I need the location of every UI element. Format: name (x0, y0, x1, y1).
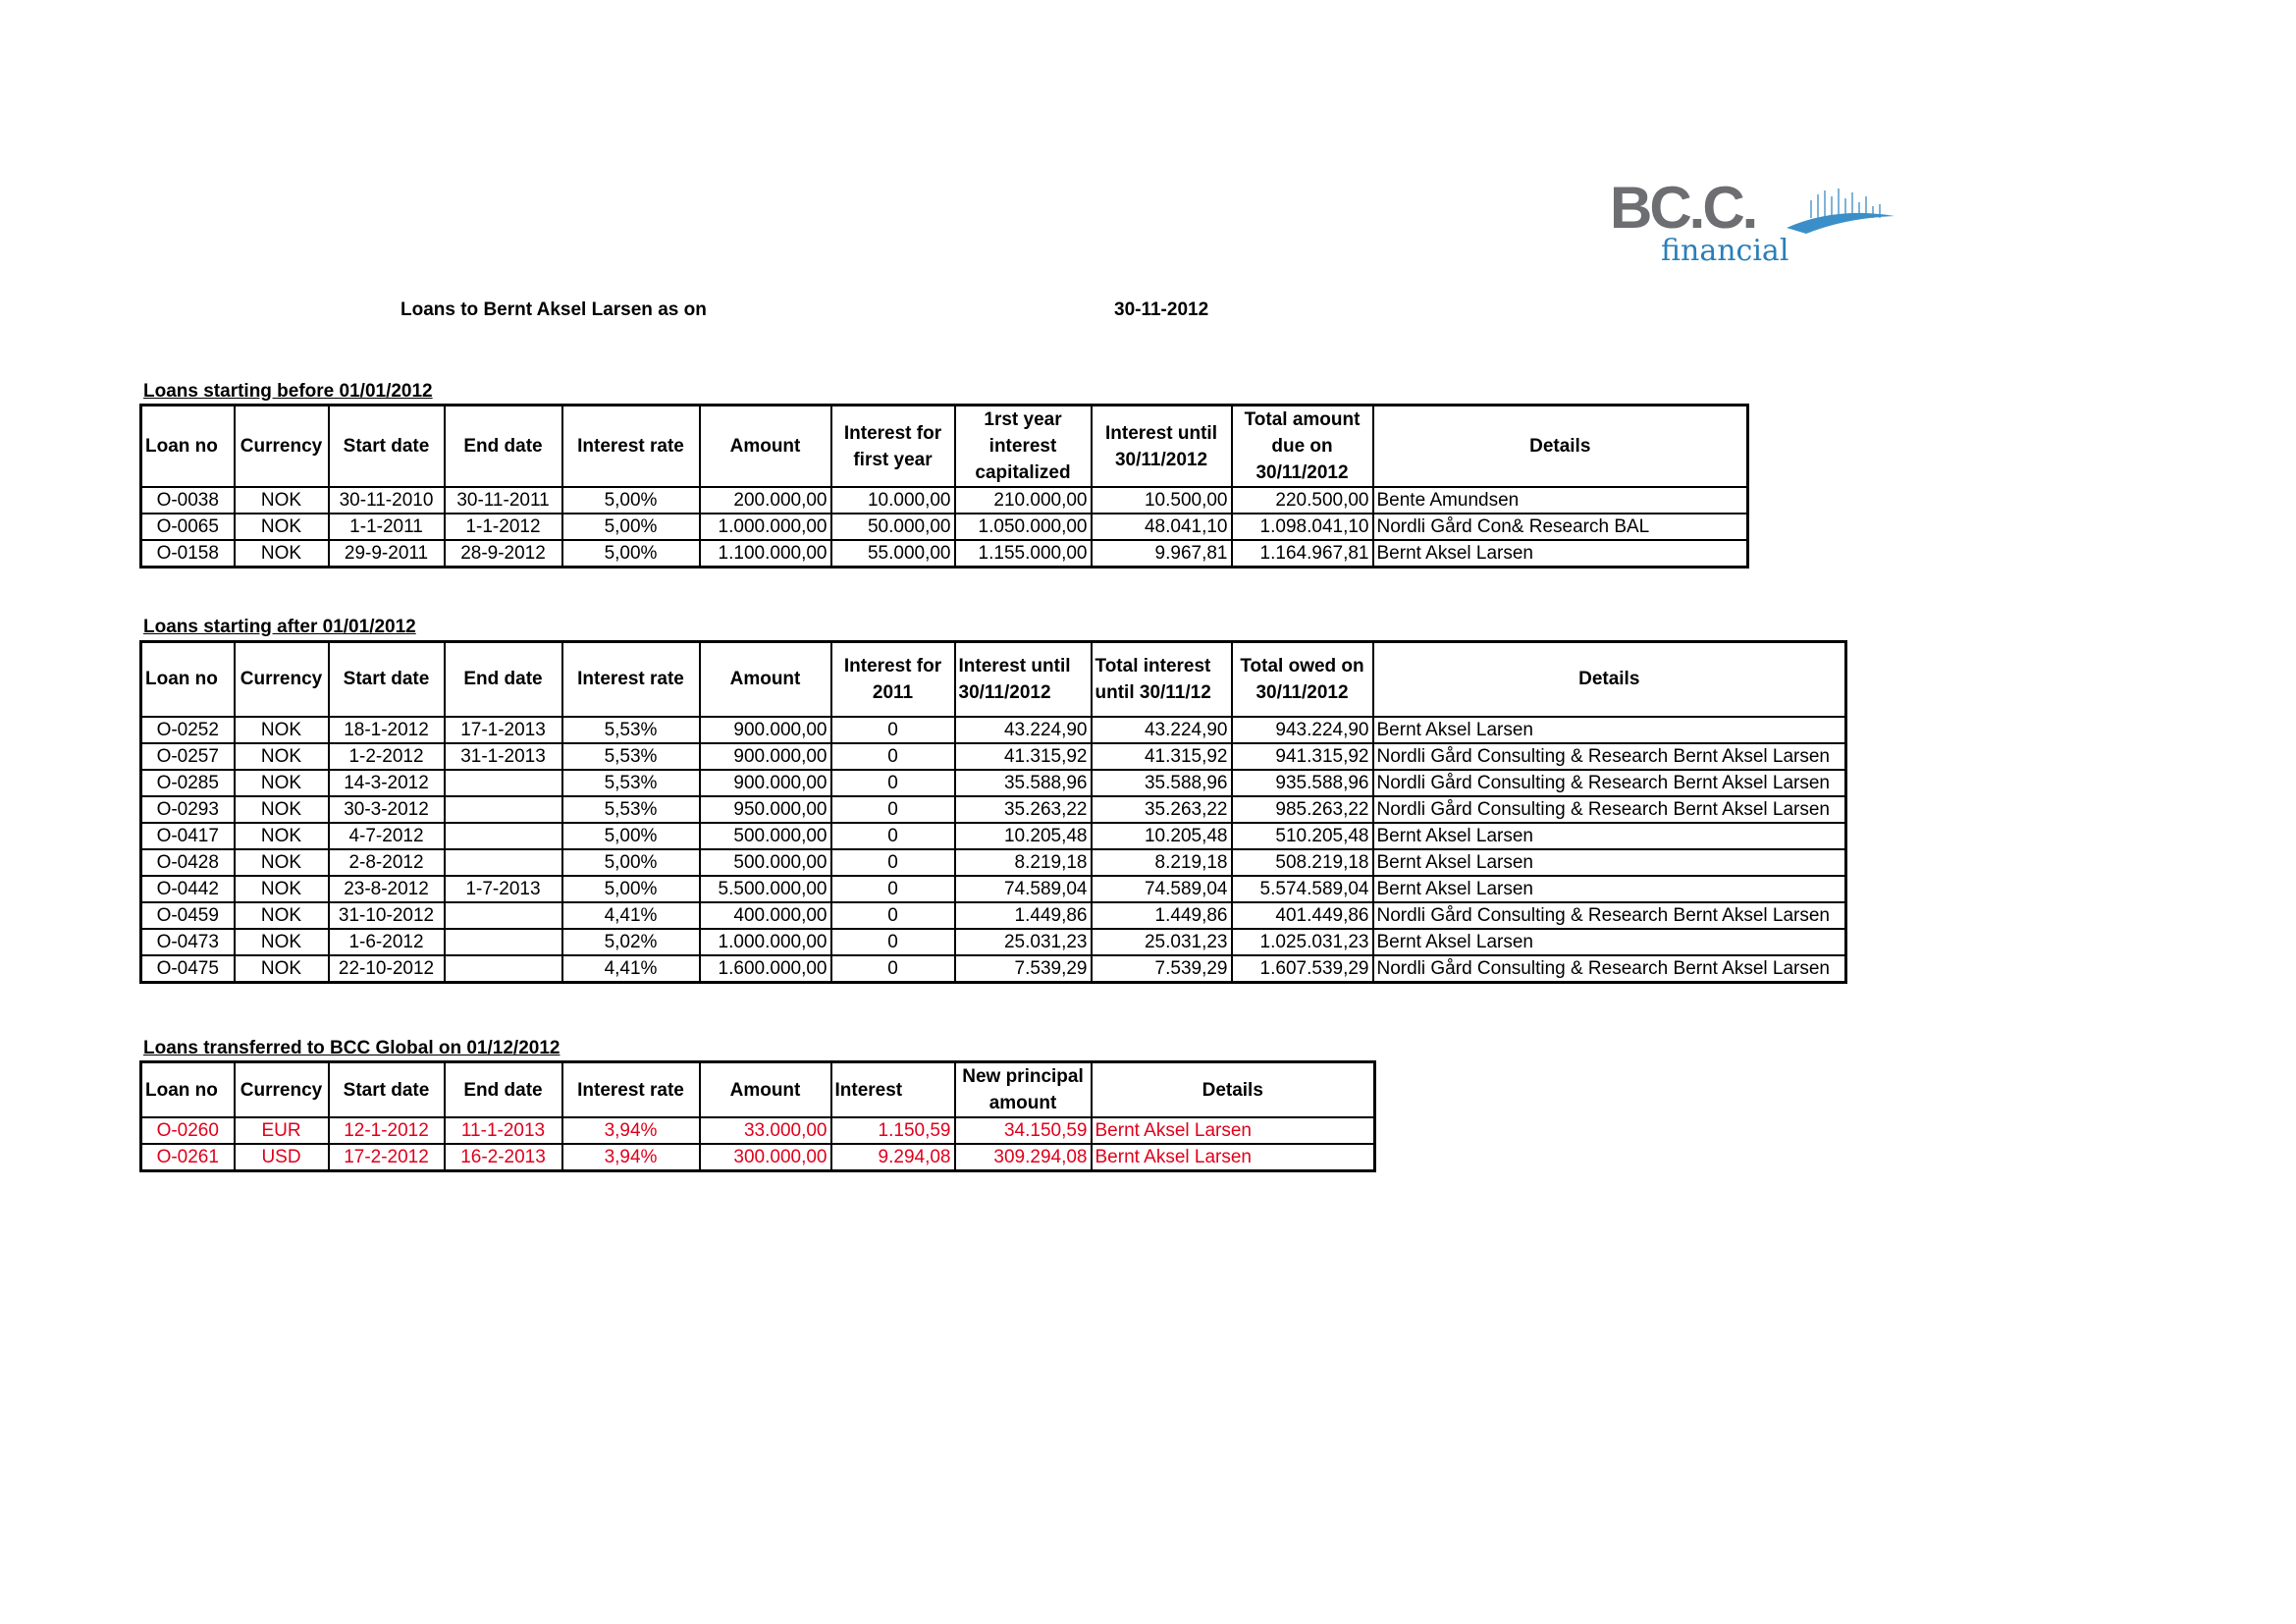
table-cell: 0 (831, 770, 955, 796)
table-cell: 1-2-2012 (329, 743, 445, 770)
table-cell: 43.224,90 (955, 717, 1092, 743)
table-cell: O-0260 (141, 1117, 235, 1144)
table-cell: 30-3-2012 (329, 796, 445, 823)
table-cell: O-0038 (141, 487, 235, 514)
table-row (141, 1117, 1375, 1144)
table-row (141, 849, 1846, 876)
table-cell: 1.155.000,00 (955, 540, 1092, 568)
table-cell: O-0417 (141, 823, 235, 849)
table-cell: 5,00% (562, 849, 700, 876)
column-header: Interest rate (562, 406, 700, 488)
column-header: Interest until 30/11/2012 (1092, 406, 1232, 488)
report-title: Loans to Bernt Aksel Larsen as on (400, 299, 707, 320)
column-header: End date (445, 406, 562, 488)
table-cell: NOK (235, 770, 329, 796)
table-cell: 3,94% (562, 1117, 700, 1144)
table-cell: O-0442 (141, 876, 235, 902)
bcc-financial-logo (1610, 177, 1904, 275)
table-cell: 0 (831, 717, 955, 743)
table-cell: 950.000,00 (700, 796, 831, 823)
table-row (141, 743, 1846, 770)
table-cell: 500.000,00 (700, 849, 831, 876)
column-header: Interest for 2011 (831, 642, 955, 717)
column-header: Total owed on 30/11/2012 (1232, 642, 1373, 717)
table-cell: Nordli Gård Consulting & Research Bernt Aksel Larsen (1373, 955, 1846, 983)
table-cell: 41.315,92 (1092, 743, 1232, 770)
table-cell: NOK (235, 902, 329, 929)
column-header: Details (1092, 1062, 1375, 1118)
table-cell: 1.000.000,00 (700, 514, 831, 540)
table-cell: 5,53% (562, 717, 700, 743)
table-cell: 7.539,29 (955, 955, 1092, 983)
table-cell: 309.294,08 (955, 1144, 1092, 1171)
table-cell: 11-1-2013 (445, 1117, 562, 1144)
column-header: Interest for first year (831, 406, 955, 488)
table-cell: 12-1-2012 (329, 1117, 445, 1144)
table-cell: 35.588,96 (1092, 770, 1232, 796)
table-cell: 300.000,00 (700, 1144, 831, 1171)
table-cell: NOK (235, 849, 329, 876)
table-cell: 48.041,10 (1092, 514, 1232, 540)
table-cell: 74.589,04 (955, 876, 1092, 902)
table-cell: 900.000,00 (700, 743, 831, 770)
table-cell: 5,02% (562, 929, 700, 955)
table-cell: 10.205,48 (955, 823, 1092, 849)
table-cell: 0 (831, 823, 955, 849)
table-cell: O-0428 (141, 849, 235, 876)
table-cell: 35.263,22 (1092, 796, 1232, 823)
table-cell: 935.588,96 (1232, 770, 1373, 796)
table-cell: 5.574.589,04 (1232, 876, 1373, 902)
loans-transferred-table (139, 1060, 1376, 1172)
column-header: Currency (235, 1062, 329, 1118)
table-cell: 1.600.000,00 (700, 955, 831, 983)
table-cell: 18-1-2012 (329, 717, 445, 743)
table-cell: 1.098.041,10 (1232, 514, 1373, 540)
table-cell: Bernt Aksel Larsen (1373, 849, 1846, 876)
table-row (141, 929, 1846, 955)
column-header: End date (445, 642, 562, 717)
column-header: Loan no (141, 406, 235, 488)
table-cell: EUR (235, 1117, 329, 1144)
table-cell: 29-9-2011 (329, 540, 445, 568)
table-row (141, 823, 1846, 849)
table-cell: 1.025.031,23 (1232, 929, 1373, 955)
column-header: Loan no (141, 1062, 235, 1118)
table-cell: 8.219,18 (955, 849, 1092, 876)
table-cell: NOK (235, 743, 329, 770)
loans-before-table (139, 404, 1749, 568)
table-cell (445, 902, 562, 929)
section3-heading: Loans transferred to BCC Global on 01/12/2012 (143, 1038, 561, 1058)
table-cell: O-0285 (141, 770, 235, 796)
table-cell: Bernt Aksel Larsen (1373, 929, 1846, 955)
column-header: Amount (700, 406, 831, 488)
table-cell: 0 (831, 902, 955, 929)
column-header: Loan no (141, 642, 235, 717)
table-cell: O-0261 (141, 1144, 235, 1171)
column-header: Amount (700, 1062, 831, 1118)
table-cell: 10.000,00 (831, 487, 955, 514)
column-header: Interest rate (562, 1062, 700, 1118)
table-cell: 9.967,81 (1092, 540, 1232, 568)
table-cell: 941.315,92 (1232, 743, 1373, 770)
table-cell: 25.031,23 (1092, 929, 1232, 955)
table-cell: NOK (235, 487, 329, 514)
table-cell: 0 (831, 796, 955, 823)
column-header: Total interest until 30/11/12 (1092, 642, 1232, 717)
table-cell: 74.589,04 (1092, 876, 1232, 902)
column-header: New principal amount (955, 1062, 1092, 1118)
bcc-logo-icon (1610, 177, 1904, 275)
column-header: Currency (235, 406, 329, 488)
table-cell: NOK (235, 929, 329, 955)
svg-text:financial: financial (1661, 234, 1789, 268)
table-cell: 35.263,22 (955, 796, 1092, 823)
table-cell: 0 (831, 743, 955, 770)
table-cell (445, 796, 562, 823)
section2-heading: Loans starting after 01/01/2012 (143, 617, 416, 637)
column-header: Amount (700, 642, 831, 717)
table-cell: 985.263,22 (1232, 796, 1373, 823)
table-cell: 3,94% (562, 1144, 700, 1171)
table-cell: 2-8-2012 (329, 849, 445, 876)
column-header: 1rst year interest capitalized (955, 406, 1092, 488)
table-row (141, 796, 1846, 823)
table-cell: O-0065 (141, 514, 235, 540)
table-cell: 1-7-2013 (445, 876, 562, 902)
table-cell: 1.150,59 (831, 1117, 955, 1144)
table-cell: 30-11-2011 (445, 487, 562, 514)
table-cell: 35.588,96 (955, 770, 1092, 796)
column-header: Interest until 30/11/2012 (955, 642, 1092, 717)
table-row (141, 770, 1846, 796)
table-cell: 1-6-2012 (329, 929, 445, 955)
table-cell: NOK (235, 717, 329, 743)
table-cell: 43.224,90 (1092, 717, 1232, 743)
table-cell: O-0257 (141, 743, 235, 770)
table-cell: Bente Amundsen (1373, 487, 1748, 514)
table-header-row (141, 406, 1748, 488)
table-cell: 23-8-2012 (329, 876, 445, 902)
table-cell: Nordli Gård Consulting & Research Bernt Aksel Larsen (1373, 770, 1846, 796)
table-cell: NOK (235, 540, 329, 568)
table-cell: NOK (235, 876, 329, 902)
column-header: Details (1373, 406, 1748, 488)
table-cell: 50.000,00 (831, 514, 955, 540)
table-cell: 1.164.967,81 (1232, 540, 1373, 568)
table-cell: 1-1-2011 (329, 514, 445, 540)
table-cell: 5,53% (562, 796, 700, 823)
table-cell: 41.315,92 (955, 743, 1092, 770)
table-cell: 9.294,08 (831, 1144, 955, 1171)
table-cell: 22-10-2012 (329, 955, 445, 983)
table-cell: 17-1-2013 (445, 717, 562, 743)
table-cell: 1.449,86 (955, 902, 1092, 929)
table-cell: 400.000,00 (700, 902, 831, 929)
table-cell: 1.050.000,00 (955, 514, 1092, 540)
table-cell: Bernt Aksel Larsen (1373, 540, 1748, 568)
table-row (141, 955, 1846, 983)
table-cell: NOK (235, 955, 329, 983)
table-cell: 10.500,00 (1092, 487, 1232, 514)
table-row (141, 902, 1846, 929)
column-header: Start date (329, 642, 445, 717)
table-cell: 25.031,23 (955, 929, 1092, 955)
table-cell: NOK (235, 823, 329, 849)
table-cell: 1.449,86 (1092, 902, 1232, 929)
table-cell: O-0158 (141, 540, 235, 568)
table-cell: NOK (235, 796, 329, 823)
table-cell: 220.500,00 (1232, 487, 1373, 514)
table-cell (445, 955, 562, 983)
table-row (141, 1144, 1375, 1171)
section1-heading: Loans starting before 01/01/2012 (143, 381, 433, 402)
table-cell: Nordli Gård Consulting & Research Bernt Aksel Larsen (1373, 902, 1846, 929)
column-header: Interest rate (562, 642, 700, 717)
table-cell: 0 (831, 849, 955, 876)
table-cell: 0 (831, 876, 955, 902)
column-header: Currency (235, 642, 329, 717)
table-cell: 510.205,48 (1232, 823, 1373, 849)
table-cell: Bernt Aksel Larsen (1373, 823, 1846, 849)
table-cell: Bernt Aksel Larsen (1092, 1117, 1375, 1144)
table-cell: 900.000,00 (700, 717, 831, 743)
table-cell: 14-3-2012 (329, 770, 445, 796)
table-cell: Nordli Gård Consulting & Research Bernt Aksel Larsen (1373, 796, 1846, 823)
table-cell: 8.219,18 (1092, 849, 1232, 876)
table-cell: Nordli Gård Consulting & Research Bernt Aksel Larsen (1373, 743, 1846, 770)
table-cell: Bernt Aksel Larsen (1373, 717, 1846, 743)
table-cell: 0 (831, 955, 955, 983)
table-cell: 943.224,90 (1232, 717, 1373, 743)
table-cell (445, 929, 562, 955)
table-row (141, 717, 1846, 743)
table-cell: 5.500.000,00 (700, 876, 831, 902)
table-cell: Bernt Aksel Larsen (1373, 876, 1846, 902)
table-cell: 16-2-2013 (445, 1144, 562, 1171)
table-cell: 1-1-2012 (445, 514, 562, 540)
table-cell: 10.205,48 (1092, 823, 1232, 849)
table-cell (445, 770, 562, 796)
column-header: Total amount due on 30/11/2012 (1232, 406, 1373, 488)
loans-after-table (139, 640, 1847, 984)
table-cell: Nordli Gård Con& Research BAL (1373, 514, 1748, 540)
column-header: Details (1373, 642, 1846, 717)
table-cell: 31-10-2012 (329, 902, 445, 929)
table-cell: 200.000,00 (700, 487, 831, 514)
table-cell: 17-2-2012 (329, 1144, 445, 1171)
table-cell: 4,41% (562, 902, 700, 929)
table-row (141, 540, 1748, 568)
table-cell: 1.000.000,00 (700, 929, 831, 955)
table-header-row (141, 1062, 1375, 1118)
column-header: End date (445, 1062, 562, 1118)
table-cell: 1.100.000,00 (700, 540, 831, 568)
table-cell: 33.000,00 (700, 1117, 831, 1144)
table-cell: 30-11-2010 (329, 487, 445, 514)
table-cell: O-0252 (141, 717, 235, 743)
table-row (141, 876, 1846, 902)
table-cell: USD (235, 1144, 329, 1171)
table-cell (445, 823, 562, 849)
table-cell: Bernt Aksel Larsen (1092, 1144, 1375, 1171)
table-cell: 1.607.539,29 (1232, 955, 1373, 983)
table-cell: 5,53% (562, 770, 700, 796)
table-row (141, 487, 1748, 514)
table-cell: O-0293 (141, 796, 235, 823)
table-cell: 5,00% (562, 514, 700, 540)
table-cell: 5,53% (562, 743, 700, 770)
table-cell: 508.219,18 (1232, 849, 1373, 876)
table-cell: 401.449,86 (1232, 902, 1373, 929)
table-cell: 55.000,00 (831, 540, 955, 568)
table-cell: 5,00% (562, 823, 700, 849)
column-header: Start date (329, 406, 445, 488)
table-cell: 0 (831, 929, 955, 955)
table-cell: O-0473 (141, 929, 235, 955)
table-header-row (141, 642, 1846, 717)
table-cell: 5,00% (562, 876, 700, 902)
table-cell: 31-1-2013 (445, 743, 562, 770)
table-cell: 5,00% (562, 540, 700, 568)
report-date: 30-11-2012 (1114, 299, 1209, 320)
column-header: Interest (831, 1062, 955, 1118)
table-cell: 500.000,00 (700, 823, 831, 849)
table-cell: 7.539,29 (1092, 955, 1232, 983)
table-row (141, 514, 1748, 540)
table-cell: 4-7-2012 (329, 823, 445, 849)
svg-text:BC.C.: BC.C. (1610, 177, 1756, 241)
column-header: Start date (329, 1062, 445, 1118)
table-cell (445, 849, 562, 876)
table-cell: O-0475 (141, 955, 235, 983)
table-cell: 34.150,59 (955, 1117, 1092, 1144)
table-cell: 4,41% (562, 955, 700, 983)
table-cell: 210.000,00 (955, 487, 1092, 514)
table-cell: 900.000,00 (700, 770, 831, 796)
table-cell: 5,00% (562, 487, 700, 514)
table-cell: O-0459 (141, 902, 235, 929)
table-cell: 28-9-2012 (445, 540, 562, 568)
table-cell: NOK (235, 514, 329, 540)
